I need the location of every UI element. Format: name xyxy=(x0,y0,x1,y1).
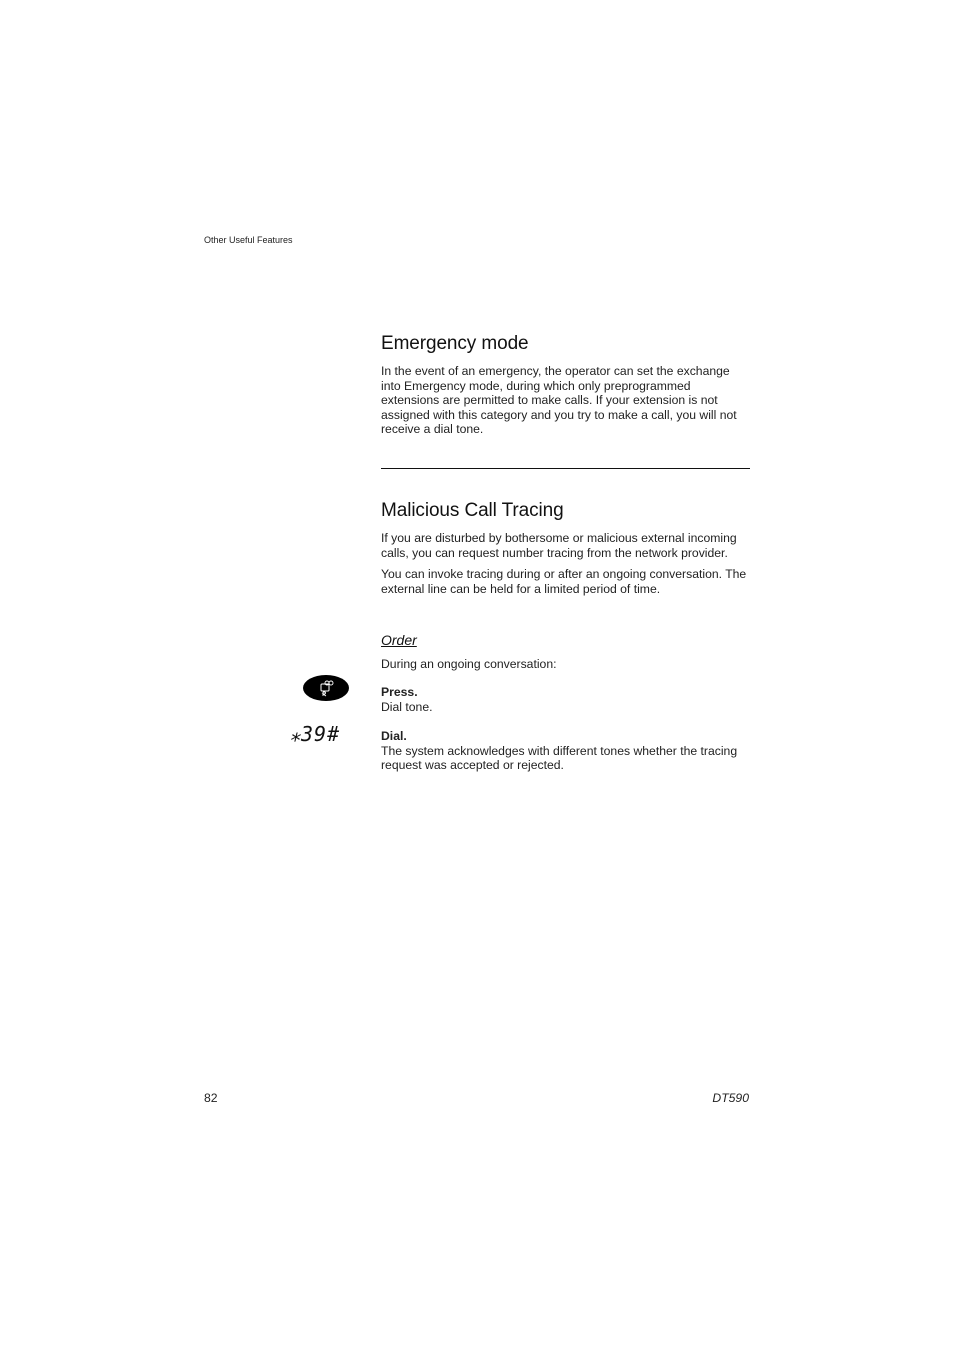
emergency-section xyxy=(381,333,751,437)
running-header: Other Useful Features xyxy=(204,235,293,245)
dial-code: ⁎39# xyxy=(290,722,341,746)
order-intro: During an ongoing conversation: xyxy=(381,657,557,671)
page-number: 82 xyxy=(204,1091,218,1105)
step-press xyxy=(381,685,751,714)
malicious-para2: You can invoke tracing during or after an ongoing conversation. The external line can be held for a limited period of time. xyxy=(381,567,747,596)
transfer-key-glyph xyxy=(303,675,349,701)
model-name: DT590 xyxy=(712,1091,749,1105)
step-press-title: Press. xyxy=(381,685,418,699)
step-press-text: Dial tone. xyxy=(381,699,433,714)
malicious-para1: If you are disturbed by bothersome or malicious external incoming calls, you can request number tracing from the network provider. xyxy=(381,531,737,560)
emergency-body: In the event of an emergency, the operator can set the exchange into Emergency mode, during which only preprogrammed extensions are permitted to make calls. If your extension is not assigned with this category and you try to make a call, you will not receive a dial tone. xyxy=(381,364,737,437)
malicious-title: Malicious Call Tracing xyxy=(381,500,564,521)
malicious-section xyxy=(381,500,751,596)
step-dial-text: The system acknowledges with different tones whether the tracing request was accepted or rejected. xyxy=(381,743,738,773)
transfer-key-icon xyxy=(303,675,349,701)
section-divider xyxy=(381,468,750,469)
emergency-title: Emergency mode xyxy=(381,333,529,354)
order-heading: Order xyxy=(381,632,417,648)
step-dial-title: Dial. xyxy=(381,729,407,743)
step-dial xyxy=(381,729,751,773)
